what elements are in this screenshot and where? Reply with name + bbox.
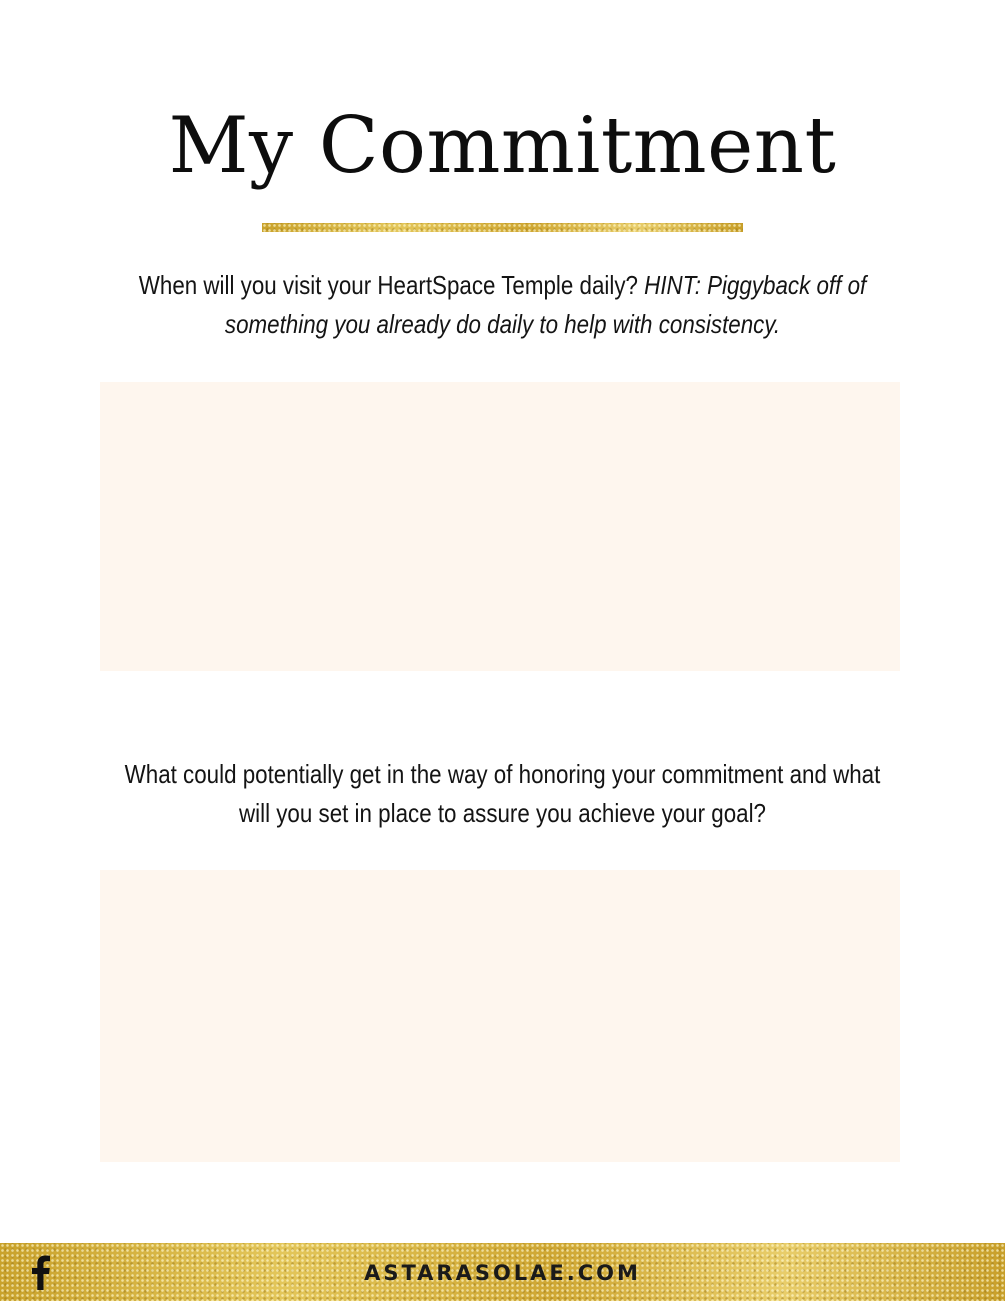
gold-divider: [262, 223, 743, 232]
answer-box-2[interactable]: [100, 870, 900, 1162]
website-link[interactable]: ASTARASOLAE.COM: [364, 1261, 641, 1285]
footer-bar: [0, 1243, 1005, 1301]
question-2: [122, 755, 883, 833]
question-1-text: When will you visit your HeartSpace Temple daily?: [138, 270, 645, 300]
question-1-hint: HINT: Piggyback off of something you already do daily to help with consistency.: [224, 270, 867, 339]
question-1: [122, 266, 883, 344]
page-title: My Commitment: [168, 101, 837, 191]
answer-box-1[interactable]: [100, 382, 900, 671]
question-2-text: What could potentially get in the way of honoring your commitment and what will you set in place to assure you achieve your goal?: [124, 759, 881, 828]
